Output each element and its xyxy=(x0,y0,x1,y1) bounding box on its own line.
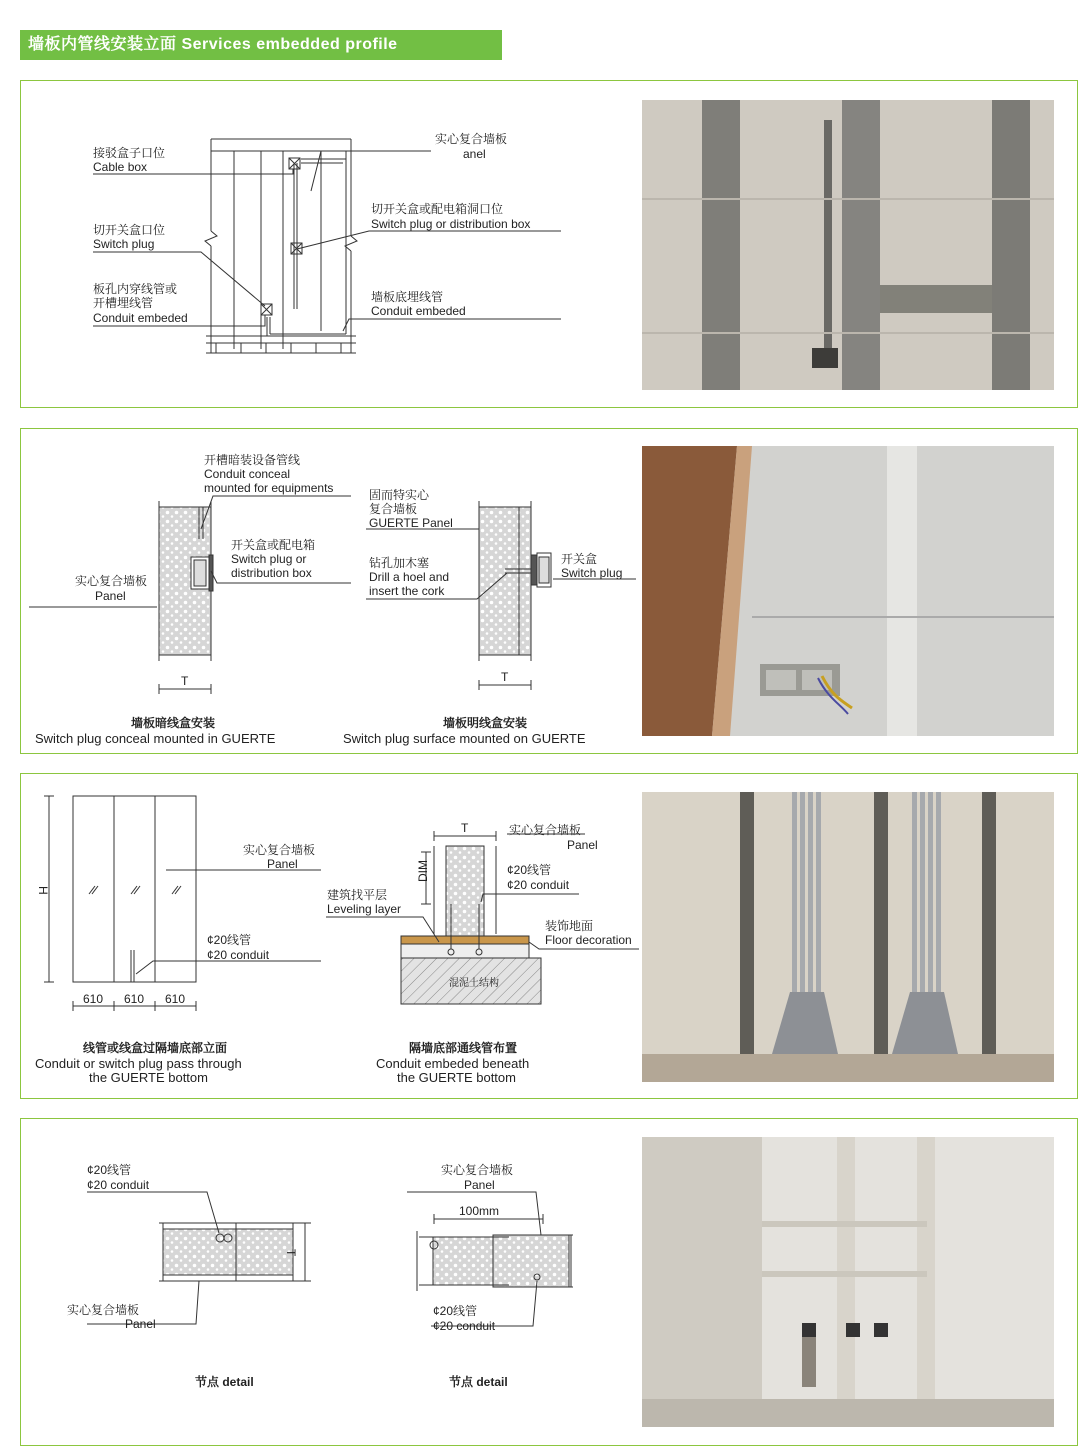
label-dim-610-3: 610 xyxy=(165,992,186,1006)
label-switch-dist-cn: 开关盒或配电箱 xyxy=(231,538,316,552)
section-header-title: 墙板内管线安装立面 Services embedded profile xyxy=(20,30,502,60)
caption-left-en1: Conduit or switch plug pass through xyxy=(35,1056,242,1071)
label-conduit-en: ¢20 conduit xyxy=(87,1178,150,1192)
label-switch-box-cn: 开关盒 xyxy=(561,552,598,566)
label-conduit-left-cn1: 板孔内穿线管或 xyxy=(93,282,178,296)
switch-plug-drawing xyxy=(21,429,641,755)
label-t: T xyxy=(284,1249,298,1257)
photo-finished-wall xyxy=(642,1137,1054,1427)
label-conduit-bottom-en: Conduit embeded xyxy=(371,304,466,318)
label-dim-610-1: 610 xyxy=(83,992,104,1006)
label-concrete: 混泥土结构 xyxy=(449,978,499,989)
label-guerte-cn2: 复合墙板 xyxy=(369,502,418,516)
label-guerte-en: GUERTE Panel xyxy=(369,516,453,530)
label-panel-cn: 实心复合墙板 xyxy=(435,132,508,146)
photo-conduits-bottom xyxy=(642,792,1054,1082)
label-leveling-cn: 建筑找平层 xyxy=(327,888,388,902)
label-conduit-cn: ¢20线管 xyxy=(87,1163,132,1177)
label-panel2-en: Panel xyxy=(567,838,598,852)
caption-left-en: Switch plug conceal mounted in GUERTE xyxy=(35,731,276,746)
section-panel-elevation xyxy=(20,80,1078,408)
caption-left: 节点 detail xyxy=(195,1375,254,1389)
label-cable-box-en: Cable box xyxy=(93,160,148,174)
label-drill-cn: 钻孔加木塞 xyxy=(369,556,430,570)
label-dim-610-2: 610 xyxy=(124,992,145,1006)
label-conduit2-cn: ¢20线管 xyxy=(433,1304,478,1318)
caption-right-en: Switch plug surface mounted on GUERTE xyxy=(343,731,586,746)
label-dim: DIM xyxy=(416,860,430,882)
label-guerte-cn1: 固而特实心 xyxy=(369,488,430,502)
label-switch-dist-en1: Switch plug or xyxy=(231,552,307,566)
label-panel2-en: Panel xyxy=(464,1178,495,1192)
label-conceal-en1: Conduit conceal xyxy=(204,467,291,481)
label-t: T xyxy=(461,821,469,835)
label-panel-en: Panel xyxy=(267,857,298,871)
label-switch-box-en: Switch plug or distribution box xyxy=(371,217,531,231)
label-panel-en: anel xyxy=(463,147,486,161)
label-conduit2-en: ¢20 conduit xyxy=(507,878,570,892)
section-conduit-bottom xyxy=(20,773,1078,1099)
section-switch-plug-mounting xyxy=(20,428,1078,754)
label-conduit-bottom-cn: 墙板底埋线管 xyxy=(371,290,444,304)
label-dim-100mm: 100mm xyxy=(459,1204,500,1218)
caption-left-cn: 墙板暗线盒安装 xyxy=(131,716,216,730)
label-panel2-cn: 实心复合墙板 xyxy=(441,1163,514,1177)
label-conduit-cn: ¢20线管 xyxy=(207,933,252,947)
label-t-left: T xyxy=(181,674,189,688)
caption-right-cn: 隔墙底部通线管布置 xyxy=(409,1041,518,1055)
caption-right-cn: 墙板明线盒安装 xyxy=(443,716,528,730)
node-detail-drawing xyxy=(21,1119,641,1447)
conduit-bottom-drawing xyxy=(21,774,641,1100)
section-node-detail xyxy=(20,1118,1078,1446)
label-conduit2-en: ¢20 conduit xyxy=(433,1319,496,1333)
label-conduit2-cn: ¢20线管 xyxy=(507,863,552,877)
label-switch-plug-cn: 切开关盒口位 xyxy=(93,223,166,237)
label-panel-cn: 实心复合墙板 xyxy=(243,843,316,857)
elevation-drawing xyxy=(21,81,641,409)
label-switch-dist-en2: distribution box xyxy=(231,566,312,580)
label-t-right: T xyxy=(501,670,509,684)
label-panel-cn: 实心复合墙板 xyxy=(67,1303,140,1317)
label-panel2-cn: 实心复合墙板 xyxy=(509,823,582,837)
label-switch-box-cn: 切开关盒或配电箱洞口位 xyxy=(371,202,504,216)
label-h: H xyxy=(36,886,50,895)
label-drill-en2: insert the cork xyxy=(369,584,445,598)
label-conduit-left-en: Conduit embeded xyxy=(93,311,188,325)
label-floor-cn: 装饰地面 xyxy=(545,919,594,933)
label-leveling-en: Leveling layer xyxy=(327,902,402,916)
caption-left-cn: 线管或线盒过隔墙底部立面 xyxy=(83,1041,228,1055)
photo-conduit-grooves xyxy=(642,100,1054,390)
label-switch-plug-en: Switch plug xyxy=(93,237,155,251)
label-drill-en1: Drill a hoel and xyxy=(369,570,450,584)
photo-switch-box-installed xyxy=(642,446,1054,736)
label-panel-en: Panel xyxy=(95,589,126,603)
label-conceal-en2: mounted for equipments xyxy=(204,481,334,495)
label-panel-cn: 实心复合墙板 xyxy=(75,574,148,588)
label-cable-box-cn: 接驳盒子口位 xyxy=(93,146,166,160)
caption-right: 节点 detail xyxy=(449,1375,508,1389)
label-panel-en: Panel xyxy=(125,1317,156,1331)
caption-left-en2: the GUERTE bottom xyxy=(89,1070,208,1085)
label-switch-box-en: Switch plug xyxy=(561,566,623,580)
label-conduit-left-cn2: 开槽埋线管 xyxy=(93,296,154,310)
label-conduit-en: ¢20 conduit xyxy=(207,948,270,962)
caption-right-en1: Conduit embeded beneath xyxy=(376,1056,530,1071)
label-floor-en: Floor decoration xyxy=(545,933,632,947)
caption-right-en2: the GUERTE bottom xyxy=(397,1070,516,1085)
label-conceal-cn: 开槽暗装设备管线 xyxy=(204,453,301,467)
